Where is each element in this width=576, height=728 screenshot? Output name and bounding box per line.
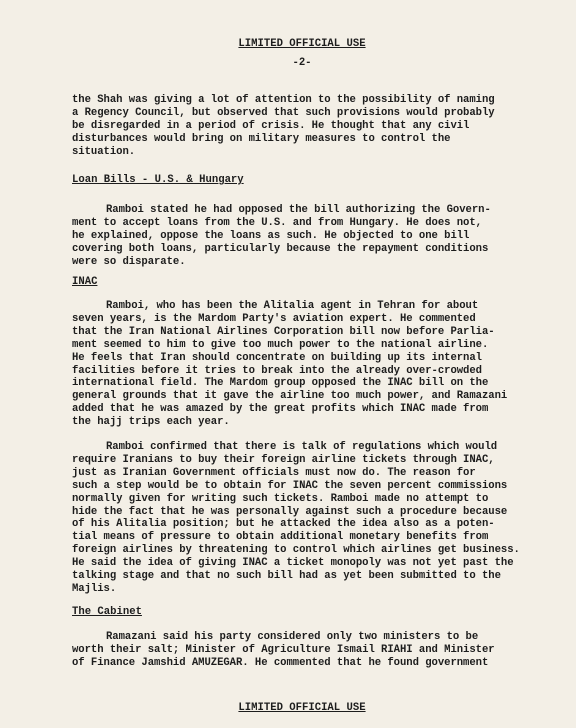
section-heading-loan-bills: Loan Bills - U.S. & Hungary bbox=[72, 174, 244, 186]
paragraph-ticket-regulations bbox=[72, 441, 520, 596]
paragraph-inac bbox=[72, 300, 507, 429]
text-line: that the Iran National Airlines Corporation bill now before Parlia- bbox=[72, 325, 495, 338]
text-line: of his Alitalia position; but he attacked the idea also as a poten- bbox=[72, 518, 495, 531]
paragraph-cabinet bbox=[72, 631, 495, 670]
text-line: Majlis. bbox=[72, 582, 117, 595]
text-line: normally given for writing such tickets. Ramboi made no attempt to bbox=[72, 492, 489, 505]
header-classification: LIMITED OFFICIAL USE bbox=[238, 38, 366, 50]
paragraph-intro bbox=[72, 94, 495, 159]
text-line: situation. bbox=[72, 145, 136, 158]
paragraph-loan-bills bbox=[72, 204, 491, 269]
section-heading-inac: INAC bbox=[72, 276, 98, 288]
text-line: be disregarded in a period of crisis. He thought that any civil bbox=[72, 119, 470, 132]
text-line: covering both loans, particularly because the repayment conditions bbox=[72, 242, 489, 255]
text-line: the Shah was giving a lot of attention to the possibility of naming bbox=[72, 94, 495, 106]
text-line: disturbances would bring on military measures to control the bbox=[72, 132, 451, 145]
text-line: international field. The Mardom group opposed the INAC bill on the bbox=[72, 377, 489, 390]
text-line: Ramboi confirmed that there is talk of regulations which would bbox=[106, 441, 498, 453]
text-line: such a step would be to obtain for INAC the seven percent commissions bbox=[72, 479, 508, 492]
text-line: the hajj trips each year. bbox=[72, 416, 230, 429]
text-line: Ramboi stated he had opposed the bill authorizing the Govern- bbox=[106, 204, 491, 216]
text-line: seven years, is the Mardom Party's aviation expert. He commented bbox=[72, 312, 476, 325]
text-line: he explained, oppose the loans as such. He objected to one bill bbox=[72, 229, 470, 242]
text-line: foreign airlines by threatening to control which airlines get business. bbox=[72, 544, 520, 557]
text-line: talking stage and that no such bill had as yet been submitted to the bbox=[72, 570, 501, 583]
text-line: just as Iranian Government officials must now do. The reason for bbox=[72, 466, 476, 479]
text-line: He said the idea of giving INAC a ticket monopoly was not yet past the bbox=[72, 557, 514, 570]
text-line: a Regency Council, but observed that such provisions would probably bbox=[72, 106, 495, 119]
section-heading-cabinet: The Cabinet bbox=[72, 606, 142, 618]
text-line: ment to accept loans from the U.S. and from Hungary. He does not, bbox=[72, 216, 482, 229]
text-line: hide the fact that he was personally against such a procedure because bbox=[72, 505, 508, 518]
text-line: general grounds that it gave the airline too much power, and Ramazani bbox=[72, 390, 508, 403]
text-line: Ramazani said his party considered only two ministers to be bbox=[106, 631, 479, 643]
text-line: ment seemed to him to give too much power to the national airline. bbox=[72, 338, 489, 351]
text-line: He feels that Iran should concentrate on building up its internal bbox=[72, 351, 482, 364]
text-line: added that he was amazed by the great profits which INAC made from bbox=[72, 403, 489, 416]
text-line: tial means of pressure to obtain additional monetary benefits from bbox=[72, 531, 489, 544]
text-line: worth their salt; Minister of Agriculture Ismail RIAHI and Minister bbox=[72, 643, 495, 656]
text-line: require Iranians to buy their foreign airline tickets through INAC, bbox=[72, 453, 495, 466]
text-line: were so disparate. bbox=[72, 255, 186, 268]
text-line: facilities before it tries to break into the already over-crowded bbox=[72, 364, 482, 377]
page-number: -2- bbox=[292, 57, 312, 69]
text-line: of Finance Jamshid AMUZEGAR. He commented that he found government bbox=[72, 656, 489, 669]
text-line: Ramboi, who has been the Alitalia agent in Tehran for about bbox=[106, 300, 479, 312]
footer-classification: LIMITED OFFICIAL USE bbox=[238, 702, 366, 714]
